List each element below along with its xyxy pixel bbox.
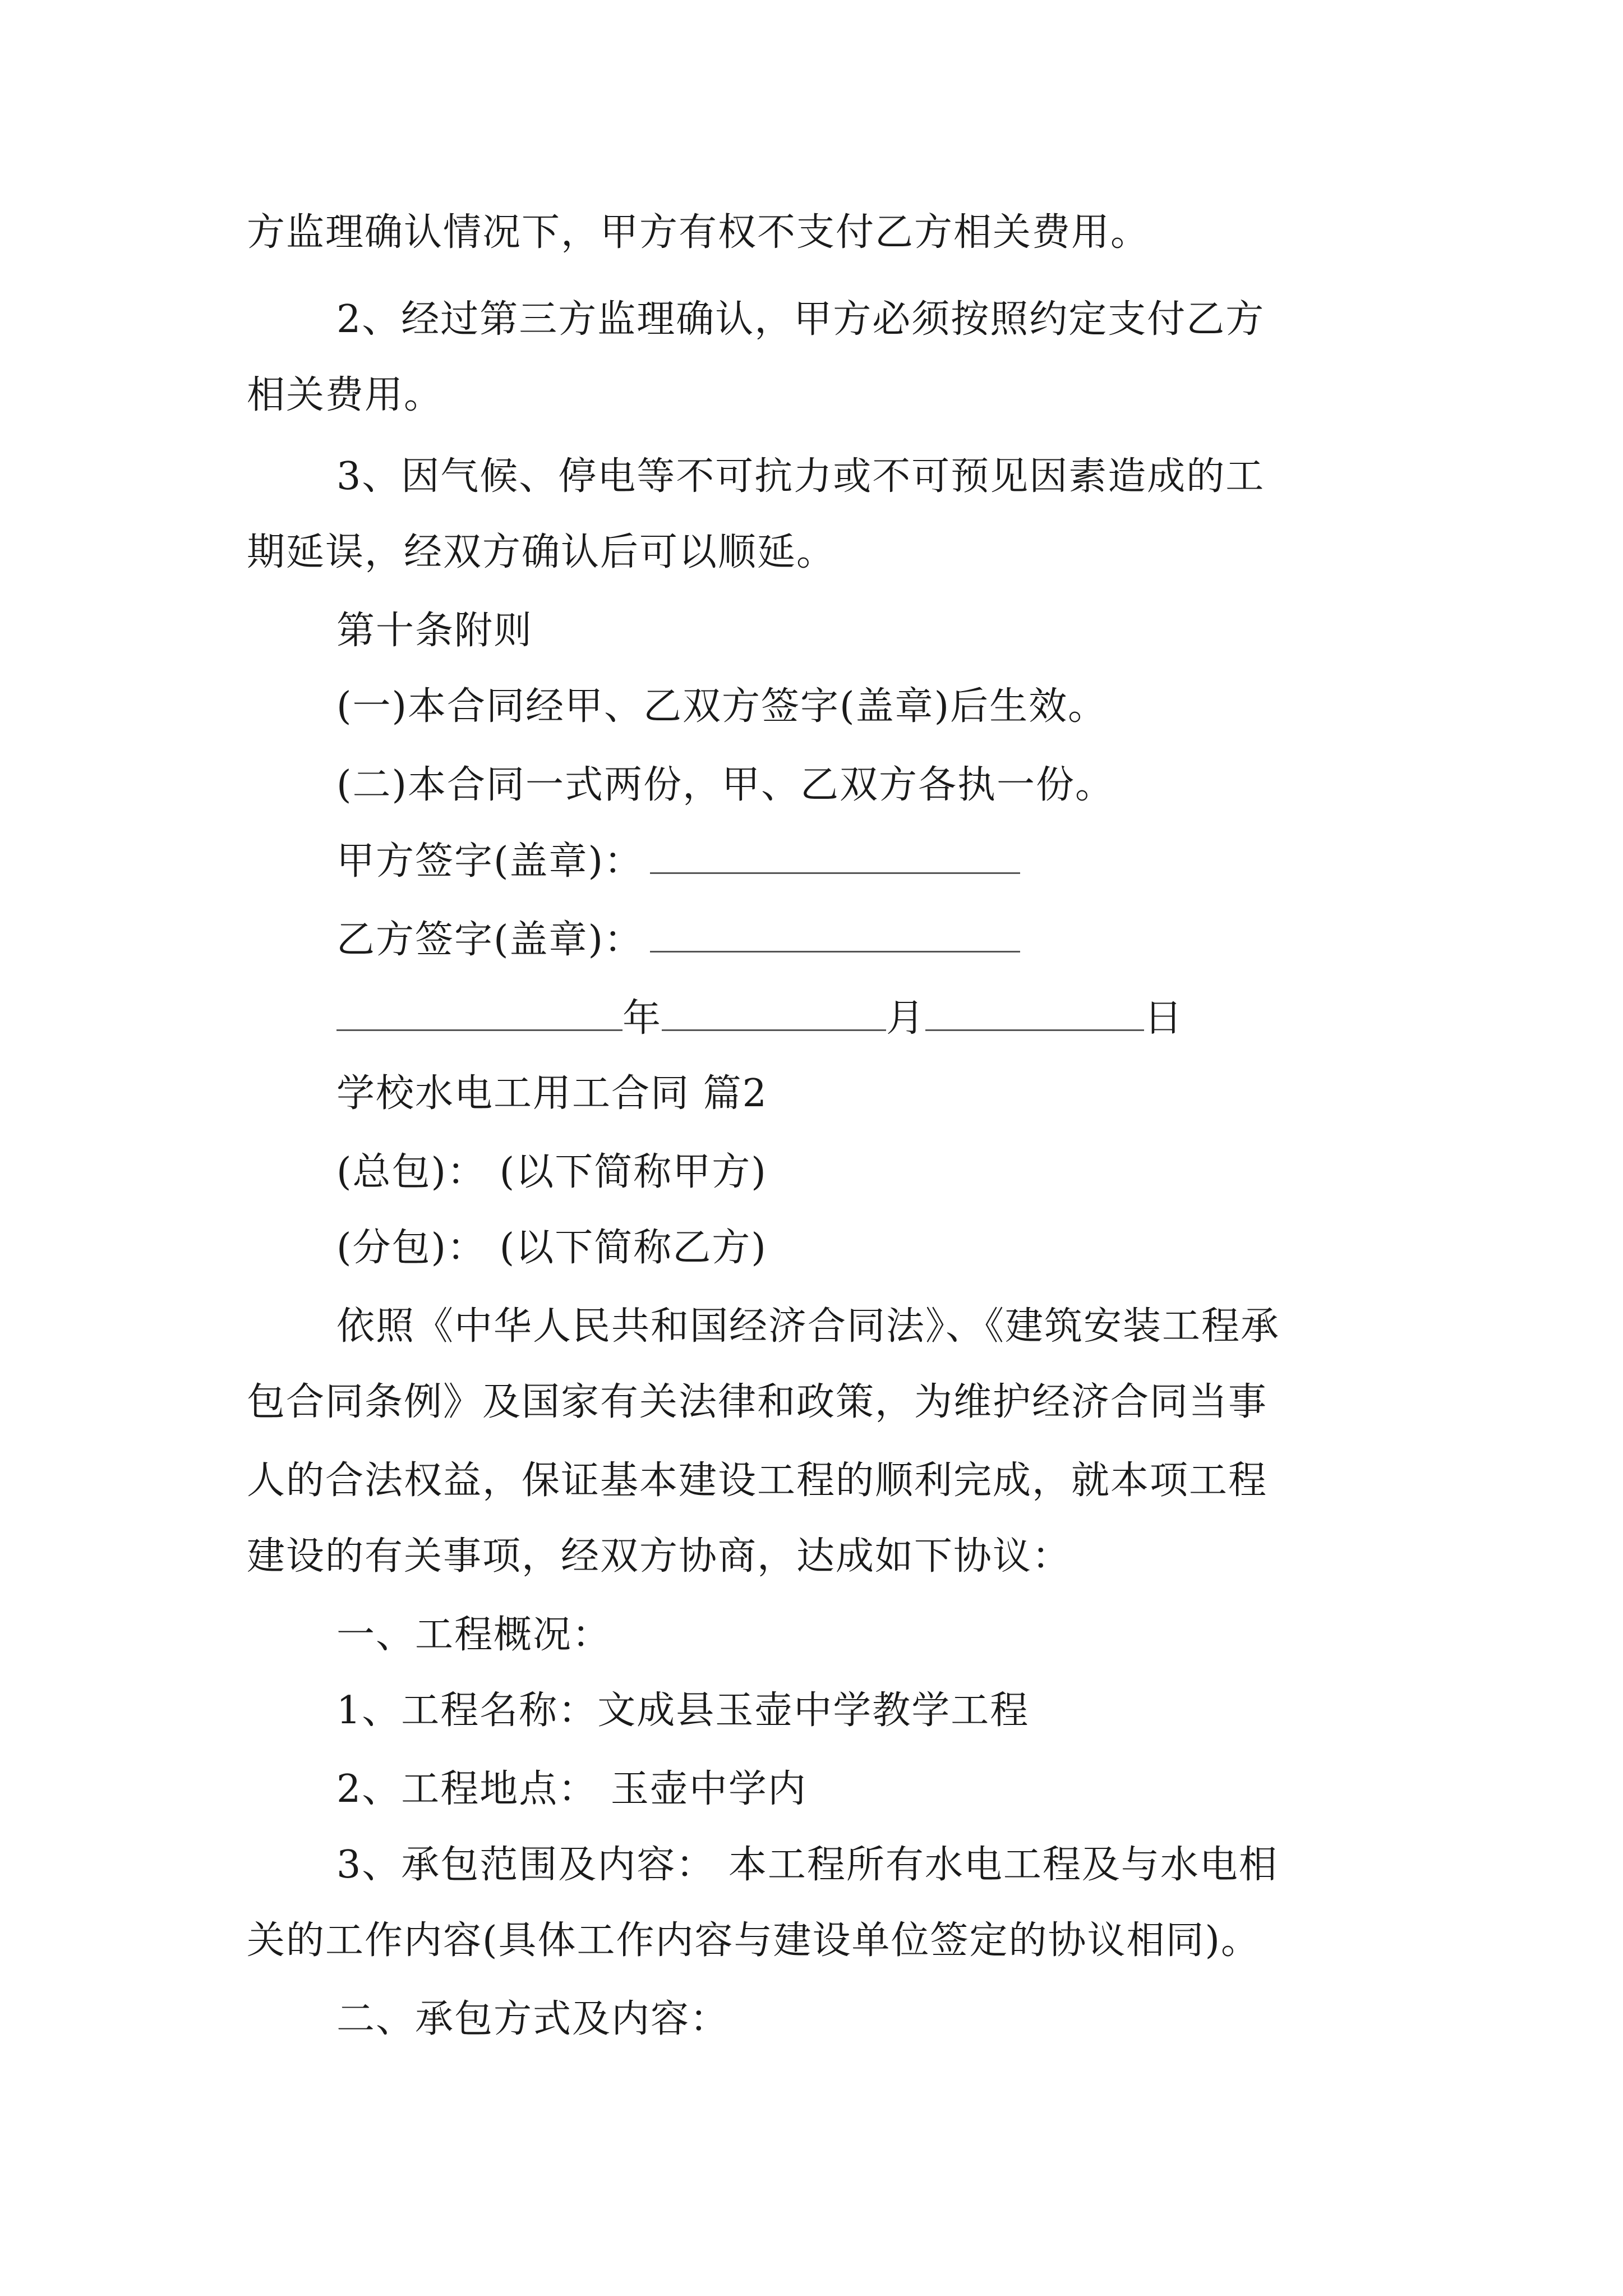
paragraph-line: 相关费用。 (247, 373, 444, 417)
paragraph-line: (二)本合同一式两份，甲、乙双方各执一份。 (336, 763, 1115, 807)
day-blank (925, 996, 1144, 1031)
paragraph-line: 期延误，经双方确认后可以顺延。 (247, 530, 836, 574)
party-a-signature-row (336, 839, 1020, 884)
party-b-signature-row (336, 917, 1020, 963)
paragraph-line: 依照《中华人民共和国经济合同法》、《建筑安装工程承 (336, 1304, 1280, 1349)
party-a-signature-label: 甲方签字(盖章)： (336, 839, 644, 884)
date-row (336, 996, 1183, 1041)
party-b-signature-blank (650, 917, 1020, 953)
paragraph-line: 包合同条例》及国家有关法律和政策，为维护经济合同当事 (247, 1380, 1268, 1424)
party-b-signature-label: 乙方签字(盖章)： (336, 918, 644, 962)
paragraph-line: (总包)： (以下简称甲方) (336, 1150, 767, 1194)
paragraph-line: 2、经过第三方监理确认，甲方必须按照约定支付乙方 (336, 297, 1265, 342)
paragraph-line: 3、因气候、停电等不可抗力或不可预见因素造成的工 (336, 454, 1265, 499)
paragraph-line: 1、工程名称：文成县玉壶中学教学工程 (336, 1688, 1030, 1733)
paragraph-line: 建设的有关事项，经双方协商，达成如下协议： (247, 1534, 1072, 1579)
party-a-signature-blank (650, 839, 1020, 874)
year-blank (336, 996, 623, 1031)
section-heading: 一、工程概况： (336, 1613, 612, 1657)
month-label: 月 (886, 996, 926, 1041)
paragraph-line: (分包)： (以下简称乙方) (336, 1226, 767, 1270)
section-heading: 第十条附则 (336, 609, 533, 653)
year-label: 年 (623, 996, 662, 1041)
paragraph-line: 关的工作内容(具体工作内容与建设单位签定的协议相同)。 (247, 1918, 1261, 1963)
day-label: 日 (1144, 996, 1184, 1041)
section-heading: 二、承包方式及内容： (336, 1997, 730, 2041)
section-title: 学校水电工用工合同 篇2 (336, 1071, 768, 1116)
paragraph-line: (一)本合同经甲、乙双方签字(盖章)后生效。 (336, 684, 1108, 729)
month-blank (662, 996, 886, 1031)
paragraph-line: 方监理确认情况下，甲方有权不支付乙方相关费用。 (247, 210, 1150, 255)
paragraph-line: 2、工程地点： 玉壶中学内 (336, 1767, 807, 1811)
paragraph-line: 人的合法权益，保证基本建设工程的顺利完成，就本项工程 (247, 1458, 1268, 1503)
paragraph-line: 3、承包范围及内容： 本工程所有水电工程及与水电相 (336, 1843, 1278, 1887)
